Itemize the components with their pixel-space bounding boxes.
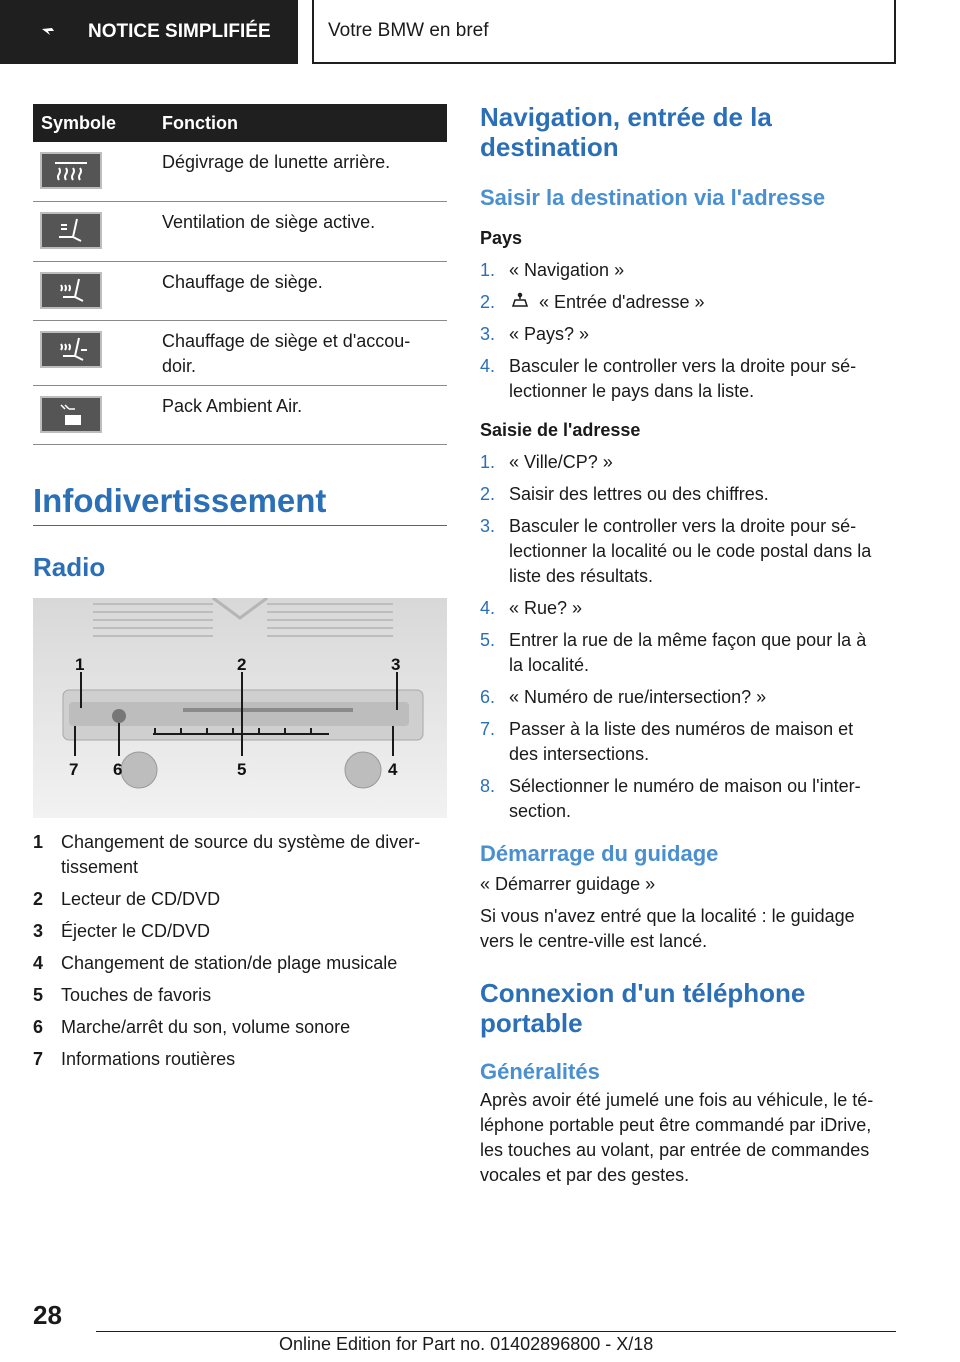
radio-panel-illustration [33, 598, 447, 818]
radio-legend [33, 830, 447, 1079]
general-text: Après avoir été jumelé une fois au véhicule, le té- léphone portable peut être commandé par iDrive, les touches au volant, par entrée de commandes vocales et par des gestes. [480, 1090, 874, 1185]
list-item: 6 Marche/arrêt du son, volume sonore [33, 1017, 351, 1037]
wrench-icon [40, 27, 62, 37]
row-text: Pack Ambient Air. [162, 396, 303, 416]
header-section-title: Votre BMW en bref [312, 0, 896, 64]
table-row [33, 202, 447, 262]
row-text: Ventilation de siège active. [162, 212, 376, 232]
table-row [33, 262, 447, 321]
ambient-air-icon [40, 396, 102, 433]
footer-edition: Online Edition for Part no. 01402896800 - X/18 [279, 1334, 654, 1354]
address-heading: Saisie de l'adresse [480, 420, 641, 440]
guidance-text: « Démarrer guidage » [480, 874, 656, 894]
col-function-header: Fonction [162, 112, 238, 133]
phone-title: Connexion d'un téléphone portable [480, 978, 806, 1038]
page-number: 28 [33, 1300, 62, 1330]
list-item: 3. « Pays? » [480, 324, 590, 344]
list-item: 7. Passer à la liste des numéros de maison et des intersections. [480, 719, 854, 764]
list-item: 2. Saisir des lettres ou des chiffres. [480, 484, 769, 504]
country-heading: Pays [480, 228, 523, 248]
guidance-note: Si vous n'avez entré que la localité : le guidage vers le centre-ville est lancé. [480, 906, 855, 951]
callout-label: 1 [75, 655, 85, 674]
list-item: 1. « Ville/CP? » [480, 452, 613, 472]
navigation-title: Navigation, entrée de la destination [480, 102, 772, 162]
footer-rule [96, 1331, 896, 1332]
address-steps [480, 450, 896, 824]
callout-label: 4 [388, 760, 398, 779]
table-row [33, 386, 447, 445]
callout-label: 3 [391, 655, 401, 674]
seat-armrest-heating-icon [40, 331, 102, 368]
seat-heating-icon [40, 272, 102, 309]
list-item: 1. « Navigation » [480, 260, 625, 280]
list-item: 5. Entrer la rue de la même façon que pour la à la localité. [480, 630, 867, 675]
rear-window-defrost-icon [40, 152, 102, 189]
list-item: 7 Informations routières [33, 1049, 236, 1069]
title-underline [33, 525, 447, 526]
guidance-title: Démarrage du guidage [480, 841, 719, 866]
general-title: Généralités [480, 1059, 600, 1084]
list-item: 2. « Entrée d'adresse » [480, 292, 705, 312]
list-item: 3 Éjecter le CD/DVD [33, 921, 211, 941]
list-item: 3. Basculer le controller vers la droite pour sé- lectionner la localité ou le code postal dans la liste des résultats. [480, 516, 872, 586]
table-row [33, 142, 447, 202]
seat-ventilation-icon [40, 212, 102, 249]
list-item: 1 Changement de source du système de diver- tissement [33, 832, 421, 877]
right-column [480, 102, 896, 1188]
list-item: 2 Lecteur de CD/DVD [33, 889, 221, 909]
list-item: 4 Changement de station/de plage musicale [33, 953, 398, 973]
callout-label: 7 [69, 760, 79, 779]
table-row [33, 321, 447, 386]
address-title: Saisir la destination via l'adresse [480, 185, 826, 210]
country-steps [480, 258, 896, 404]
row-text: Chauffage de siège et d'accou- doir. [162, 331, 411, 376]
symbol-table-header [33, 104, 447, 142]
address-entry-icon [511, 292, 529, 310]
list-item: 8. Sélectionner le numéro de maison ou l'inter- section. [480, 776, 861, 821]
list-item: 6. « Numéro de rue/intersection? » [480, 687, 767, 707]
radio-title: Radio [33, 552, 106, 582]
callout-label: 6 [113, 760, 123, 779]
callout-label: 2 [237, 655, 247, 674]
header-tab-label: NOTICE SIMPLIFIÉE [88, 21, 271, 42]
list-item: 5 Touches de favoris [33, 985, 212, 1005]
infotainment-title: Infodivertissement [33, 482, 327, 519]
row-text: Dégivrage de lunette arrière. [162, 152, 391, 172]
header-tab [0, 0, 298, 64]
row-text: Chauffage de siège. [162, 272, 323, 292]
list-item: 4. Basculer le controller vers la droite pour sé- lectionner le pays dans la liste. [480, 356, 857, 401]
symbol-table [33, 104, 447, 445]
col-symbol-header: Symbole [41, 112, 117, 133]
list-item: 4. « Rue? » [480, 598, 583, 618]
callout-label: 5 [237, 760, 247, 779]
